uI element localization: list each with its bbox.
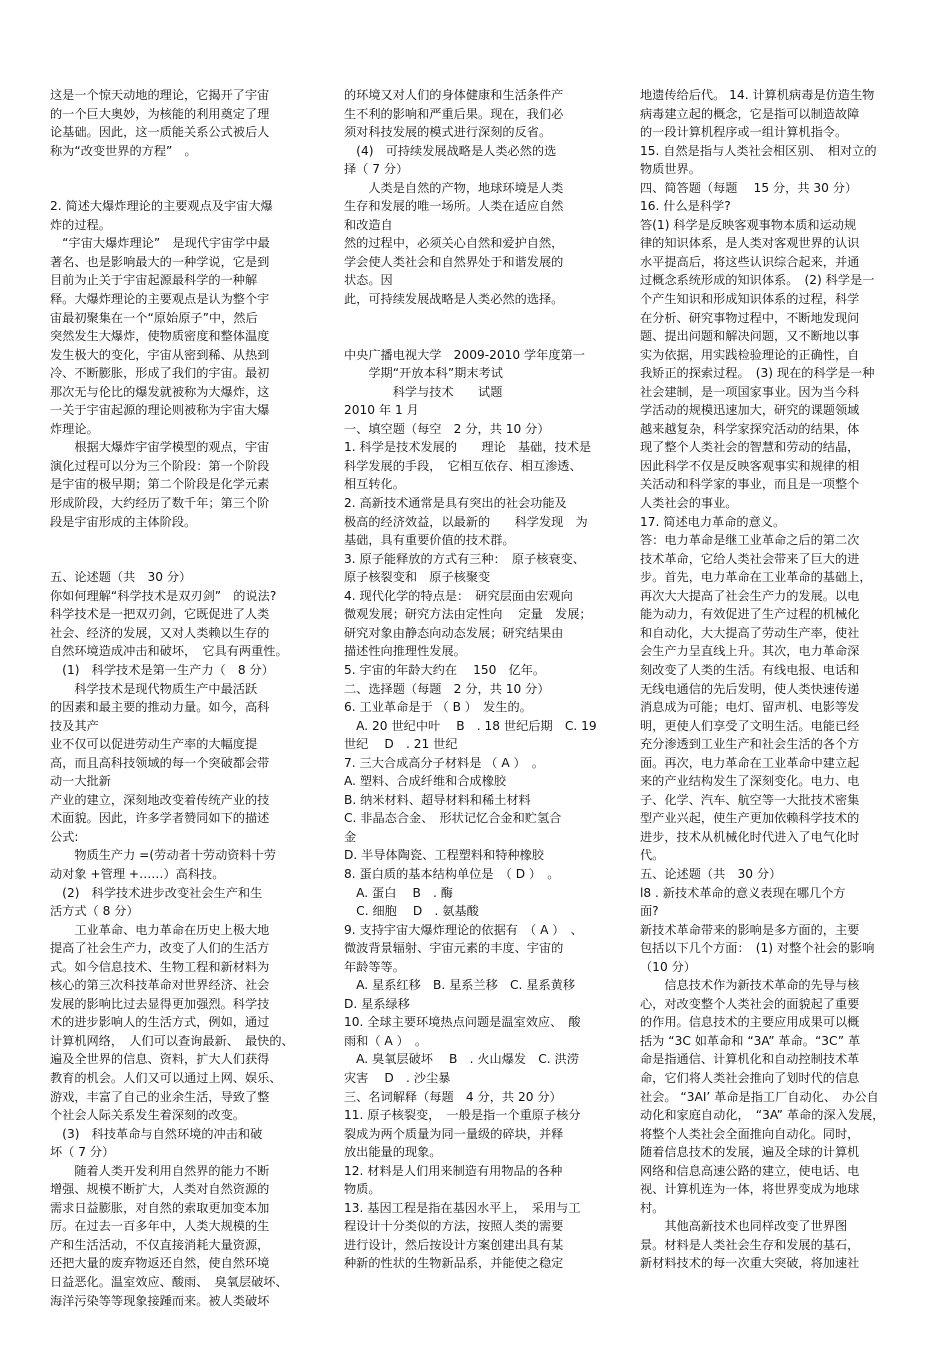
text-line: 根据大爆炸宇宙学模型的观点，宇宙 — [50, 440, 270, 455]
text-line: 物质生产力 =(劳动者十劳动资料十劳 — [50, 848, 277, 863]
text-line: 此，可持续发展战略是人类必然的选择。 — [344, 292, 564, 307]
text-line: 相互转化。 — [344, 477, 405, 492]
text-line: 微波背景辐射、宇宙元素的丰度、宇宙的 — [344, 941, 564, 956]
text-line: 活方式（ 8 分） — [50, 904, 139, 919]
text-line: 动化和家庭自动化， “3A” 革命的深入发展， — [640, 1108, 885, 1123]
text-line: 著名、也是影响最大的一种学说，它是到 — [50, 254, 270, 269]
text-line: 10. 全球主要环境热点问题是温室效应、 酸 — [344, 1015, 581, 1030]
text-line: 括为 “3C 如革命和 “3A” 革命。“3C” 革 — [640, 1033, 861, 1048]
text-line: A. 塑料、合成纤维和合成橡胶 — [344, 774, 507, 789]
text-line: 须对科技发展的模式进行深刻的反省。 — [344, 125, 552, 140]
text-line: 动一大批新 — [50, 774, 111, 789]
text-line: 炸的过程。 — [50, 217, 111, 232]
text-line: 2. 高新技术通常是具有突出的社会功能及 — [344, 496, 567, 511]
text-line: 海洋污染等等现象接踵而来。被人类破坏 — [50, 1293, 270, 1308]
text-line: 现了整个人类社会的智慧和劳动的结晶， — [640, 440, 860, 455]
text-line: 研究对象由静态向动态发展；研究结果由 — [344, 625, 564, 640]
text-line: 的因素和最主要的推动力量。如今，高科 — [50, 700, 270, 715]
text-line: 7. 三大合成高分子材料是 （ A ） 。 — [344, 755, 544, 770]
text-line: 进步，技术从机械化时代进入了电气化时 — [640, 829, 860, 844]
text-line: 一、填空题（每空 2 分，共 10 分） — [344, 421, 550, 436]
text-line: 发展的影响比过去显得更加强烈。科学技 — [50, 996, 270, 1011]
text-line: 1. 科学是技术发展的 理论 基础，技术是 — [344, 440, 592, 455]
text-line: 技及其产 — [50, 718, 99, 733]
text-line: (1) 科学技术是第一生产力（ 8 分） — [50, 662, 274, 677]
text-line: 金 — [344, 829, 357, 844]
text-line: 学期“开放本科”期末考试 — [344, 366, 503, 381]
text-line: 步。首先，电力革命在工业革命的基础上， — [640, 570, 872, 585]
text-line: C. 非晶态合金、 形状记忆合金和贮氢合 — [344, 811, 562, 826]
text-line: 型产业兴起，使生产更加依赖科学技术的 — [640, 811, 860, 826]
text-line: 无线电通信的先后发明，使人类快速传递 — [640, 681, 860, 696]
text-line: (3) 科技革命与自然环境的冲击和破 — [50, 1126, 263, 1141]
text-line: 工业革命、电力革命在历史上极大地 — [50, 922, 270, 937]
text-line: 子、化学、汽车、航空等一大批技术密集 — [640, 792, 860, 807]
text-line: 村。 — [640, 1200, 665, 1215]
text-line: 世纪 D . 21 世纪 — [344, 737, 458, 752]
text-line: 面。再次，电力革命在工业革命中建立起 — [640, 755, 860, 770]
text-line: 3. 原子能释放的方式有三种： 原子核衰变、 — [344, 551, 585, 566]
text-line: 明，更使人们享受了文明生活。电能已经 — [640, 718, 860, 733]
text-line: 这是一个惊天动地的理论，它揭开了宇宙 — [50, 88, 270, 102]
text-line: 病毒建立起的概念，它是指可以制造故障 — [640, 106, 860, 121]
text-line: l8 . 新技术革命的意义表现在哪几个方 — [640, 885, 846, 900]
text-line: 术面貌。因此，许多学者赞同如下的描述 — [50, 811, 270, 826]
text-line: 称为“改变世界的方程” 。 — [50, 143, 197, 158]
text-line: 12. 材料是人们用来制造有用物品的各种 — [344, 1163, 563, 1178]
text-line — [50, 179, 312, 198]
text-line: 个产生知识和形成知识体系的过程，科学 — [640, 292, 860, 307]
text-line — [50, 550, 312, 569]
text-line: 你如何理解“科学技术是双刃剑” 的说法? — [50, 588, 277, 603]
text-line: 包括以下几个方面： (1) 对整个社会的影响 — [640, 941, 875, 956]
text-line: 关活动和科学家的事业，而且是一项整个 — [640, 477, 860, 492]
text-line: (4) 可持续发展战略是人类必然的选 — [344, 143, 557, 158]
text-line: 个社会人际关系发生着深刻的改变。 — [50, 1108, 245, 1123]
text-line: 人类是自然的产物，地球环境是人类 — [344, 180, 564, 195]
text-line: 随着信息技术的发展，遍及全球的计算机 — [640, 1145, 860, 1160]
text-line: 物质世界。 — [640, 162, 701, 177]
text-line: C. 细胞 D . 氨基酸 — [344, 904, 479, 919]
text-line: 那次无与伦比的爆发就被称为大爆炸，这 — [50, 384, 270, 399]
text-line: 水平提高后，将这些认识综合起来，并通 — [640, 254, 860, 269]
text-line: 学会使人类社会和自然界处于和谐发展的 — [344, 254, 564, 269]
text-line: 能为动力，有效促进了生产过程的机械化 — [640, 607, 860, 622]
text-line: 业不仅可以促进劳动生产率的大幅度提 — [50, 737, 258, 752]
text-line: 雨和（ A ） 。 — [344, 1033, 428, 1048]
text-line: 新技术革命带来的影响是多方面的，主要 — [640, 922, 860, 937]
text-line: 和自动化，大大提高了劳动生产率，使社 — [640, 625, 860, 640]
text-line: 程设计十分类似的方法，按照人类的需要 — [344, 1219, 564, 1234]
text-line: 的一段计算机程序或一组计算机指令。 — [640, 125, 848, 140]
text-line: A. 星系红移 B. 星系兰移 C. 星系黄移 — [344, 978, 576, 993]
text-line: 自然环境造成冲击和破坏， 它具有两重性。 — [50, 644, 288, 659]
text-line: 的一个巨大奥妙，为核能的利用奠定了理 — [50, 106, 270, 121]
text-line: 极高的经济效益，以最新的 科学发现 为 — [344, 514, 588, 529]
text-line: 五、论述题（共 30 分） — [50, 570, 192, 585]
text-column-left — [50, 86, 312, 1310]
text-line: 需求日益膨胀，对自然的索取更加变本加 — [50, 1200, 270, 1215]
text-line: 其他高新技术也同样改变了世界图 — [640, 1219, 848, 1234]
text-line: 律的知识体系，是人类对客观世界的认识 — [640, 236, 860, 251]
text-line: 人类社会的事业。 — [640, 496, 738, 511]
text-line: 和改造自 — [344, 217, 393, 232]
text-line: 释。大爆炸理论的主要观点是认为整个宇 — [50, 292, 270, 307]
text-line: 生不利的影响和严重后果。现在，我们必 — [344, 106, 564, 121]
text-line: 进行设计，然后按设计方案创建出具有某 — [344, 1237, 564, 1252]
text-line: 科学发展的手段， 它相互依存、相互渗透、 — [344, 458, 582, 473]
text-line: 科学与技术 试题 — [344, 384, 503, 399]
text-line: 的作用。信息技术的主要应用成果可以概 — [640, 1015, 860, 1030]
text-line: 信息技术作为新技术革命的先导与核 — [640, 978, 860, 993]
text-line: 五、论述题（共 30 分） — [640, 866, 782, 881]
text-line: 消息成为可能；电灯、留声机、电影等发 — [640, 700, 860, 715]
text-line: 会生产力呈直线上升。其次，电力革命深 — [640, 644, 860, 659]
text-line: 种新的性状的生物新品系，并能使之稳定 — [344, 1256, 564, 1271]
text-line: 描述性向推理性发展。 — [344, 644, 466, 659]
text-line: 题、提出问题和解决问题，又不断地以事 — [640, 329, 860, 344]
text-line: 4. 现代化学的特点是： 研究层面由宏观向 — [344, 588, 573, 603]
text-line: 宙最初聚集在一个“原始原子”中，然后 — [50, 310, 258, 325]
text-line: 二、选择题（每题 2 分，共 10 分） — [344, 681, 550, 696]
text-line: 命，它们将人类社会推向了划时代的信息 — [640, 1070, 860, 1085]
text-column-middle — [344, 86, 610, 1273]
text-line — [344, 309, 610, 328]
text-line: 科学技术是一把双刃剑，它既促进了人类 — [50, 607, 270, 622]
text-line: 过概念系统形成的知识体系。 (2) 科学是一 — [640, 273, 875, 288]
text-line: 坏（ 7 分） — [50, 1145, 115, 1160]
text-line: 是宇宙的极早期；第二个阶段是化学元素 — [50, 477, 270, 492]
text-line: 产业的建立，深刻地改变着传统产业的技 — [50, 792, 270, 807]
text-line: 动对象 +管理 +……）高科技。 — [50, 866, 225, 881]
text-line: 来的产业结构发生了深刻变化。电力、电 — [640, 774, 860, 789]
text-line: B. 纳米材料、超导材料和稀土材料 — [344, 792, 531, 807]
text-line: 学活动的规模迅速加大，研究的课题领域 — [640, 403, 860, 418]
text-line: 社会、经济的发展，又对人类赖以生存的 — [50, 625, 270, 640]
text-line: 形成阶段，大约经历了数千年；第三个阶 — [50, 496, 270, 511]
text-line: 我矫正的探索过程。 (3) 现在的科学是一种 — [640, 366, 875, 381]
text-line: 式。如今信息技术、生物工程和新材料为 — [50, 959, 270, 974]
text-line: 6. 工业革命是于 （ B ） 发生的。 — [344, 700, 532, 715]
text-line: 段是宇宙形成的主体阶段。 — [50, 514, 197, 529]
text-line: 炸理论。 — [50, 421, 99, 436]
text-line: 遍及全世界的信息、资料，扩大人们获得 — [50, 1052, 270, 1067]
text-line: 术的进步影响人的生活方式，例如，通过 — [50, 1015, 270, 1030]
text-line: 11. 原子核裂变， 一般是指一个重原子核分 — [344, 1108, 581, 1123]
text-line: 社会。 “3AI’ 革命是指工厂自动化、 办公自 — [640, 1089, 879, 1104]
text-line: 13. 基因工程是指在基因水平上， 采用与工 — [344, 1200, 581, 1215]
text-line: 然的过程中，必须关心自然和爱护自然， — [344, 236, 564, 251]
text-line: 代。 — [640, 848, 665, 863]
text-line: 网络和信息高速公路的建立，使电话、电 — [640, 1163, 860, 1178]
text-line: 教育的机会。人们又可以通过上网、娱乐、 — [50, 1070, 282, 1085]
text-line: 科学技术是现代物质生产中最活跃 — [50, 681, 258, 696]
text-line: 厉。在过去一百多年中，人类大规模的生 — [50, 1219, 270, 1234]
text-line: 技术革命，它给人类社会带来了巨大的进 — [640, 551, 860, 566]
text-line: 产和生活活动，不仅直接消耗大量资源， — [50, 1237, 270, 1252]
text-line: 面? — [640, 904, 659, 919]
text-line: 年龄等等。 — [344, 959, 405, 974]
text-line: 目前为止关于宇宙起源最科学的一种解 — [50, 273, 258, 288]
text-line — [50, 531, 312, 550]
text-line: 地遗传给后代。 14. 计算机病毒是仿造生物 — [640, 88, 875, 102]
text-line: 答(1) 科学是反映客观事物本质和运动规 — [640, 217, 857, 232]
text-line: 16. 什么是科学? — [640, 199, 731, 214]
text-line: 5. 宇宙的年龄大约在 150 亿年。 — [344, 662, 546, 677]
text-line — [50, 160, 312, 179]
text-line: (2) 科学技术进步改变社会生产和生 — [50, 885, 263, 900]
text-line: 灾害 D . 沙尘暴 — [344, 1070, 451, 1085]
text-line: 发生极大的变化，宇宙从密到稀、从热到 — [50, 347, 270, 362]
text-line: 择（ 7 分） — [344, 162, 409, 177]
text-line: 2010 年 1 月 — [344, 403, 419, 418]
text-line: 演化过程可以分为三个阶段：第一个阶段 — [50, 458, 270, 473]
text-line: 微观发展；研究方法由定性向 定量 发展； — [344, 607, 592, 622]
text-line: 一关于宇宙起源的理论则被称为宇宙大爆 — [50, 403, 270, 418]
text-line: 状态。因 — [344, 273, 393, 288]
text-line: 视、计算机连为一体，将世界变成为地球 — [640, 1182, 860, 1197]
text-line: 论基础。因此，这一质能关系公式被后人 — [50, 125, 270, 140]
text-line: 再次大大提高了社会生产力的发展。以电 — [640, 588, 860, 603]
text-line: 基础，具有重要价值的技术群。 — [344, 533, 515, 548]
text-line: 实为依据，用实践检验理论的正确性，自 — [640, 347, 860, 362]
text-line: 生存和发展的唯一场所。人类在适应自然 — [344, 199, 564, 214]
text-line: 命是指通信、计算机化和自动控制技术革 — [640, 1052, 860, 1067]
text-line: 四、简答题（每题 15 分，共 30 分） — [640, 180, 858, 195]
text-line: 物质。 — [344, 1182, 381, 1197]
text-column-right — [640, 86, 910, 1273]
text-line: 景。材料是人类社会生存和发展的基石， — [640, 1237, 860, 1252]
text-line: 还把大量的废弃物返还自然，使自然环境 — [50, 1256, 270, 1271]
text-line: 冷、不断膨胀，形成了我们的宇宙。最初 — [50, 366, 270, 381]
text-line: 日益恶化。温室效应、酸雨、 臭氧层破坏、 — [50, 1275, 288, 1289]
text-line: 8. 蛋白质的基本结构单位是 （ D ） 。 — [344, 866, 560, 881]
text-line: 原子核裂变和 原子核聚变 — [344, 570, 515, 585]
text-line: 9. 支持宇宙大爆炸理论的依据有 （ A ） 、 — [344, 922, 583, 937]
text-line: 15. 自然是指与人类社会相区别、 相对立的 — [640, 143, 877, 158]
text-line: 中央广播电视大学 2009-2010 学年度第一 — [344, 347, 585, 362]
text-line: 社会建制，是一项国家事业。因为当今科 — [640, 384, 860, 399]
text-line: 突然发生大爆炸，使物质密度和整体温度 — [50, 329, 270, 344]
text-line: 随着人类开发利用自然界的能力不断 — [50, 1163, 270, 1178]
text-line: D. 星系绿移 — [344, 996, 410, 1011]
text-line: 越来越复杂，科学家探究活动的结果，体 — [640, 421, 860, 436]
text-line: 因此科学不仅是反映客观事实和规律的相 — [640, 458, 860, 473]
text-line: 高，而且高科技领域的每一个突破都会带 — [50, 755, 270, 770]
text-line: 新材料技术的每一次重大突破，将加速社 — [640, 1256, 860, 1271]
text-line: A. 20 世纪中叶 B . 18 世纪后期 C. 19 — [344, 718, 597, 733]
text-line: （10 分） — [640, 959, 696, 974]
text-line: 三、名词解释（每题 4 分，共 20 分） — [344, 1089, 562, 1104]
text-line: 心，对改变整个人类社会的面貌起了重要 — [640, 996, 860, 1011]
text-line: 增强、规模不断扩大，人类对自然资源的 — [50, 1182, 270, 1197]
text-line: 答：电力革命是继工业革命之后的第二次 — [640, 533, 860, 548]
text-line: 充分渗透到工业生产和社会生活的各个方 — [640, 737, 860, 752]
text-line: 放出能量的现象。 — [344, 1145, 442, 1160]
text-line: 核心的第三次科技革命对世界经济、社会 — [50, 978, 270, 993]
text-line: 提高了社会生产力，改变了人们的生活方 — [50, 941, 270, 956]
text-line: 将整个人类社会全面推向自动化。同时， — [640, 1126, 860, 1141]
text-line: D. 半导体陶瓷、工程塑料和特种橡胶 — [344, 848, 544, 863]
text-line: 计算机网络， 人们可以查询最新、 最快的、 — [50, 1033, 294, 1048]
text-line: 17. 简述电力革命的意义。 — [640, 514, 786, 529]
text-line — [344, 327, 610, 346]
text-line: 刻改变了人类的生活。有线电报、电话和 — [640, 662, 860, 677]
text-line: 2. 简述大爆炸理论的主要观点及宇宙大爆 — [50, 199, 273, 214]
text-line: A. 蛋白 B . 酶 — [344, 885, 453, 900]
text-line: A. 臭氧层破坏 B . 火山爆发 C. 洪涝 — [344, 1052, 579, 1067]
text-line: 裂成为两个质量为同一量级的碎块，并释 — [344, 1126, 564, 1141]
text-line: 的环境又对人们的身体健康和生活条件产 — [344, 88, 564, 102]
text-line: “宇宙大爆炸理论” 是现代宇宙学中最 — [50, 236, 270, 251]
text-line: 在分析、研究事物过程中，不断地发现问 — [640, 310, 860, 325]
text-line: 游戏，丰富了自己的业余生活，导致了整 — [50, 1089, 270, 1104]
text-line: 公式: — [50, 829, 79, 844]
